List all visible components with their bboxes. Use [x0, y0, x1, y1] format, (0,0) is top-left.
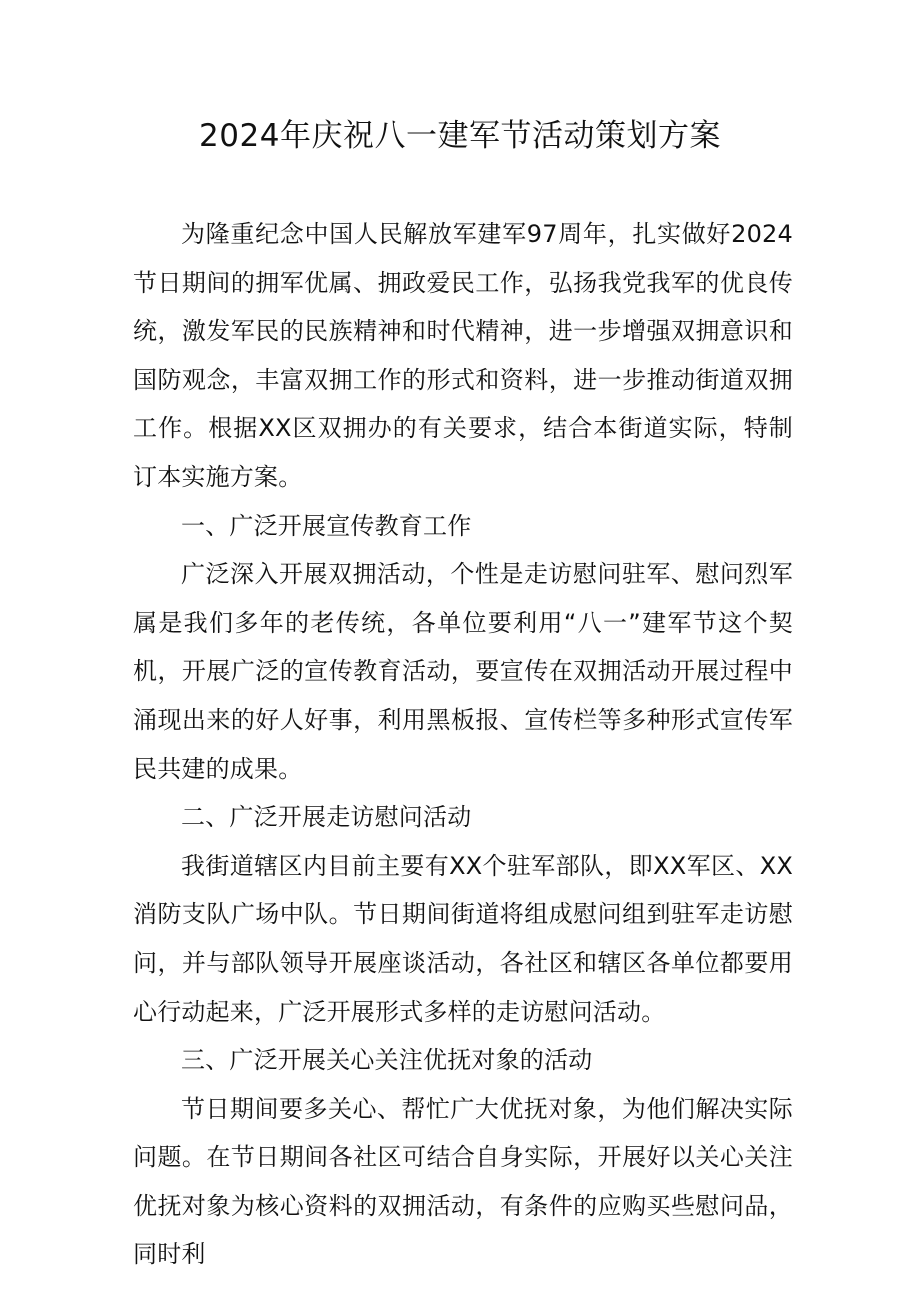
- section-heading-2: 二、广泛开展走访慰问活动: [181, 803, 472, 832]
- section-heading-1: 一、广泛开展宣传教育工作: [181, 511, 472, 540]
- document-title: 2024年庆祝八一建军节活动策划方案: [199, 118, 721, 154]
- intro-paragraph: 为隆重纪念中国人民解放军建军97周年，扎实做好2024节日期间的拥军优属、拥政爱民工作，弘扬我党我军的优良传统，激发军民的民族精神和时代精神，进一步增强双拥意识和国防观念，丰富双拥工作的形式和资料，进一步推动街道双拥工作。根据XX区双拥办的有关要求，结合本街道实际，特制订本实施方案。: [133, 220, 793, 491]
- section-paragraph-3: 节日期间要多关心、帮忙广大优抚对象，为他们解决实际问题。在节日期间各社区可结合自身实际，开展好以关心关注优抚对象为核心资料的双拥活动，有条件的应购买些慰问品，同时利: [133, 1094, 793, 1269]
- section-heading-3: 三、广泛开展关心关注优抚对象的活动: [181, 1046, 593, 1075]
- section-paragraph-2: 我街道辖区内目前主要有XX个驻军部队，即XX军区、XX消防支队广场中队。节日期间街道将组成慰问组到驻军走访慰问，并与部队领导开展座谈活动，各社区和辖区各单位都要用心行动起来，广泛开展形式多样的走访慰问活动。: [133, 851, 793, 1026]
- document-body: [133, 210, 793, 1279]
- section-paragraph-1: 广泛深入开展双拥活动，个性是走访慰问驻军、慰问烈军属是我们多年的老传统，各单位要利用“八一”建军节这个契机，开展广泛的宣传教育活动，要宣传在双拥活动开展过程中涌现出来的好人好事，利用黑板报、宣传栏等多种形式宣传军民共建的成果。: [133, 560, 793, 783]
